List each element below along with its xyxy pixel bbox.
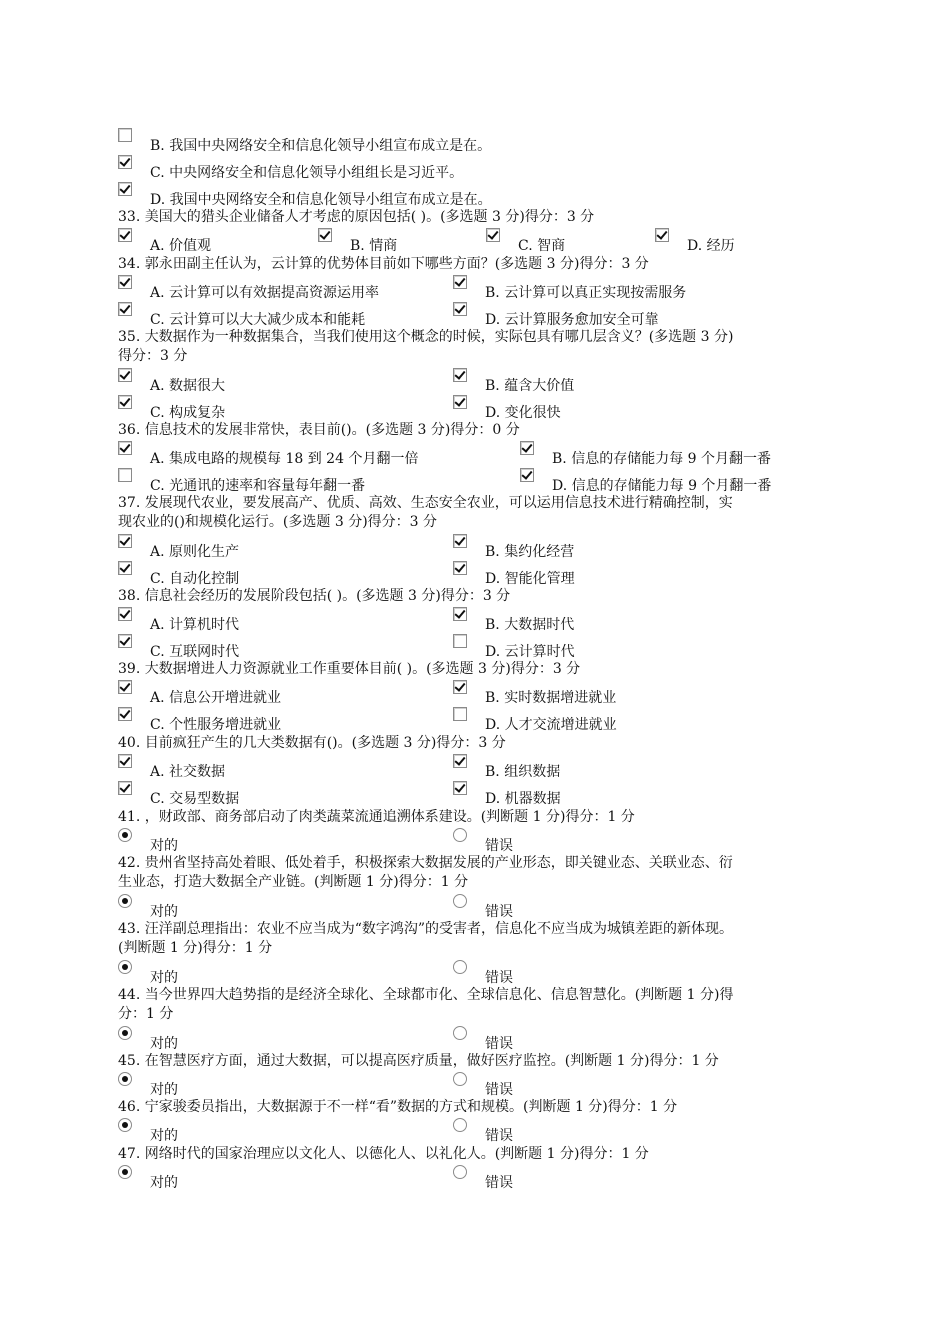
option-label: B. 情商 [350, 238, 398, 254]
option-label: D. 智能化管理 [485, 571, 575, 587]
option-label: 对的 [150, 970, 178, 986]
radio-button[interactable] [118, 894, 132, 908]
question-39: 39. 大数据增进人力资源就业工作重要体目前( )。(多选题 3 分)得分：3 分 [118, 661, 581, 677]
question-33: 33. 美国大的猎头企业储备人才考虑的原因包括( )。(多选题 3 分)得分：3 分 [118, 209, 595, 225]
question-43-cont: (判断题 1 分)得分：1 分 [118, 940, 273, 956]
option-label: C. 中央网络安全和信息化领导小组组长是习近平。 [150, 165, 464, 181]
question-40: 40. 目前疯狂产生的几大类数据有()。(多选题 3 分)得分：3 分 [118, 735, 506, 751]
option-label: 对的 [150, 904, 178, 920]
option-label: A. 计算机时代 [150, 617, 240, 633]
question-34: 34. 郭永田副主任认为，云计算的优势体目前如下哪些方面？(多选题 3 分)得分：3 分 [118, 256, 649, 272]
option-label: B. 蕴含大价值 [485, 378, 575, 394]
option-label: D. 云计算服务愈加安全可靠 [485, 312, 659, 328]
option-label: A. 数据很大 [150, 378, 226, 394]
option-label: 错误 [485, 970, 513, 986]
question-42: 42. 贵州省坚持高处着眼、低处着手，积极探索大数据发展的产业形态，即关键业态、关联业态、衍 [118, 855, 733, 871]
option-label: 错误 [485, 1036, 513, 1052]
option-label: B. 大数据时代 [485, 617, 575, 633]
checkbox[interactable] [118, 395, 132, 409]
option-label: A. 价值观 [150, 238, 212, 254]
option-label: D. 信息的存储能力每 9 个月翻一番 [552, 478, 772, 494]
checkbox[interactable] [118, 128, 132, 142]
option-label: 错误 [485, 838, 513, 854]
option-label: 对的 [150, 1128, 178, 1144]
question-38: 38. 信息社会经历的发展阶段包括( )。(多选题 3 分)得分：3 分 [118, 588, 511, 604]
radio-button[interactable] [453, 960, 467, 974]
option-label: C. 构成复杂 [150, 405, 226, 421]
question-44-cont: 分：1 分 [118, 1006, 174, 1022]
checkbox[interactable] [118, 182, 132, 196]
checkbox[interactable] [118, 680, 132, 694]
question-46: 46. 宁家骏委员指出，大数据源于不一样“看”数据的方式和规模。(判断题 1 分)得分：1 分 [118, 1099, 678, 1115]
checkbox[interactable] [118, 468, 132, 482]
radio-button[interactable] [118, 828, 132, 842]
radio-button[interactable] [118, 1026, 132, 1040]
checkbox[interactable] [318, 228, 332, 242]
checkbox[interactable] [118, 275, 132, 289]
option-label: C. 云计算可以大大减少成本和能耗 [150, 312, 366, 328]
question-37: 37. 发展现代农业，要发展高产、优质、高效、生态安全农业，可以运用信息技术进行精确控制，实 [118, 495, 733, 511]
checkbox[interactable] [118, 228, 132, 242]
radio-button[interactable] [453, 1165, 467, 1179]
checkbox[interactable] [118, 534, 132, 548]
checkbox[interactable] [118, 441, 132, 455]
checkbox[interactable] [453, 707, 467, 721]
option-label: B. 我国中央网络安全和信息化领导小组宣布成立是在。 [150, 138, 492, 154]
option-label: C. 光通讯的速率和容量每年翻一番 [150, 478, 366, 494]
option-label: D. 经历 [687, 238, 735, 254]
option-label: 对的 [150, 1036, 178, 1052]
option-label: A. 集成电路的规模每 18 到 24 个月翻一倍 [150, 451, 419, 467]
checkbox[interactable] [118, 155, 132, 169]
radio-button[interactable] [118, 1072, 132, 1086]
option-label: C. 自动化控制 [150, 571, 240, 587]
option-label: D. 人才交流增进就业 [485, 717, 617, 733]
radio-button[interactable] [453, 1072, 467, 1086]
question-35: 35. 大数据作为一种数据集合，当我们使用这个概念的时候，实际包具有哪几层含义？(多选题 3 分) [118, 329, 734, 345]
option-label: 错误 [485, 1128, 513, 1144]
option-label: B. 组织数据 [485, 764, 561, 780]
radio-button[interactable] [118, 1165, 132, 1179]
radio-button[interactable] [453, 1118, 467, 1132]
option-label: C. 交易型数据 [150, 791, 240, 807]
option-label: B. 实时数据增进就业 [485, 690, 617, 706]
checkbox[interactable] [453, 275, 467, 289]
option-label: C. 互联网时代 [150, 644, 240, 660]
checkbox[interactable] [118, 368, 132, 382]
option-label: D. 变化很快 [485, 405, 561, 421]
option-label: 错误 [485, 1082, 513, 1098]
question-45: 45. 在智慧医疗方面，通过大数据，可以提高医疗质量，做好医疗监控。(判断题 1 分)得分：1 分 [118, 1053, 719, 1069]
checkbox[interactable] [453, 607, 467, 621]
checkbox[interactable] [655, 228, 669, 242]
question-47: 47. 网络时代的国家治理应以文化人、以德化人、以礼化人。(判断题 1 分)得分：1 分 [118, 1146, 649, 1162]
radio-button[interactable] [118, 960, 132, 974]
option-label: D. 云计算时代 [485, 644, 575, 660]
checkbox[interactable] [520, 441, 534, 455]
checkbox[interactable] [453, 781, 467, 795]
radio-button[interactable] [453, 828, 467, 842]
checkbox[interactable] [453, 395, 467, 409]
option-label: D. 我国中央网络安全和信息化领导小组宣布成立是在。 [150, 192, 492, 208]
option-label: A. 社交数据 [150, 764, 226, 780]
option-label: A. 信息公开增进就业 [150, 690, 282, 706]
question-42-cont: 生业态，打造大数据全产业链。(判断题 1 分)得分：1 分 [118, 874, 469, 890]
question-43: 43. 汪洋副总理指出：农业不应当成为“数字鸿沟”的受害者，信息化不应当成为城镇差距的新体现。 [118, 921, 734, 937]
checkbox[interactable] [453, 634, 467, 648]
option-label: B. 云计算可以真正实现按需服务 [485, 285, 687, 301]
option-label: B. 集约化经营 [485, 544, 575, 560]
question-41: 41. ，财政部、商务部启动了肉类蔬菜流通追溯体系建设。(判断题 1 分)得分：1 分 [118, 809, 635, 825]
question-44: 44. 当今世界四大趋势指的是经济全球化、全球都市化、全球信息化、信息智慧化。(判断题 1 分)得 [118, 987, 734, 1003]
checkbox[interactable] [118, 754, 132, 768]
option-label: A. 原则化生产 [150, 544, 240, 560]
option-label: 对的 [150, 838, 178, 854]
option-label: 对的 [150, 1175, 178, 1191]
option-label: 对的 [150, 1082, 178, 1098]
question-37-cont: 现农业的()和规模化运行。(多选题 3 分)得分：3 分 [118, 514, 438, 530]
checkbox[interactable] [118, 781, 132, 795]
option-label: 错误 [485, 904, 513, 920]
option-label: C. 个性服务增进就业 [150, 717, 282, 733]
checkbox[interactable] [520, 468, 534, 482]
checkbox[interactable] [453, 754, 467, 768]
checkbox[interactable] [453, 680, 467, 694]
checkbox[interactable] [486, 228, 500, 242]
checkbox[interactable] [453, 368, 467, 382]
question-36: 36. 信息技术的发展非常快，表目前()。(多选题 3 分)得分：0 分 [118, 422, 520, 438]
checkbox[interactable] [118, 634, 132, 648]
radio-button[interactable] [453, 1026, 467, 1040]
checkbox[interactable] [453, 302, 467, 316]
checkbox[interactable] [118, 607, 132, 621]
option-label: 错误 [485, 1175, 513, 1191]
question-35-score: 得分：3 分 [118, 348, 188, 364]
option-label: D. 机器数据 [485, 791, 561, 807]
radio-button[interactable] [118, 1118, 132, 1132]
option-label: B. 信息的存储能力每 9 个月翻一番 [552, 451, 771, 467]
checkbox[interactable] [118, 707, 132, 721]
checkbox[interactable] [453, 561, 467, 575]
checkbox[interactable] [118, 561, 132, 575]
option-label: C. 智商 [518, 238, 566, 254]
option-label: A. 云计算可以有效据提高资源运用率 [150, 285, 380, 301]
checkbox[interactable] [118, 302, 132, 316]
radio-button[interactable] [453, 894, 467, 908]
checkbox[interactable] [453, 534, 467, 548]
